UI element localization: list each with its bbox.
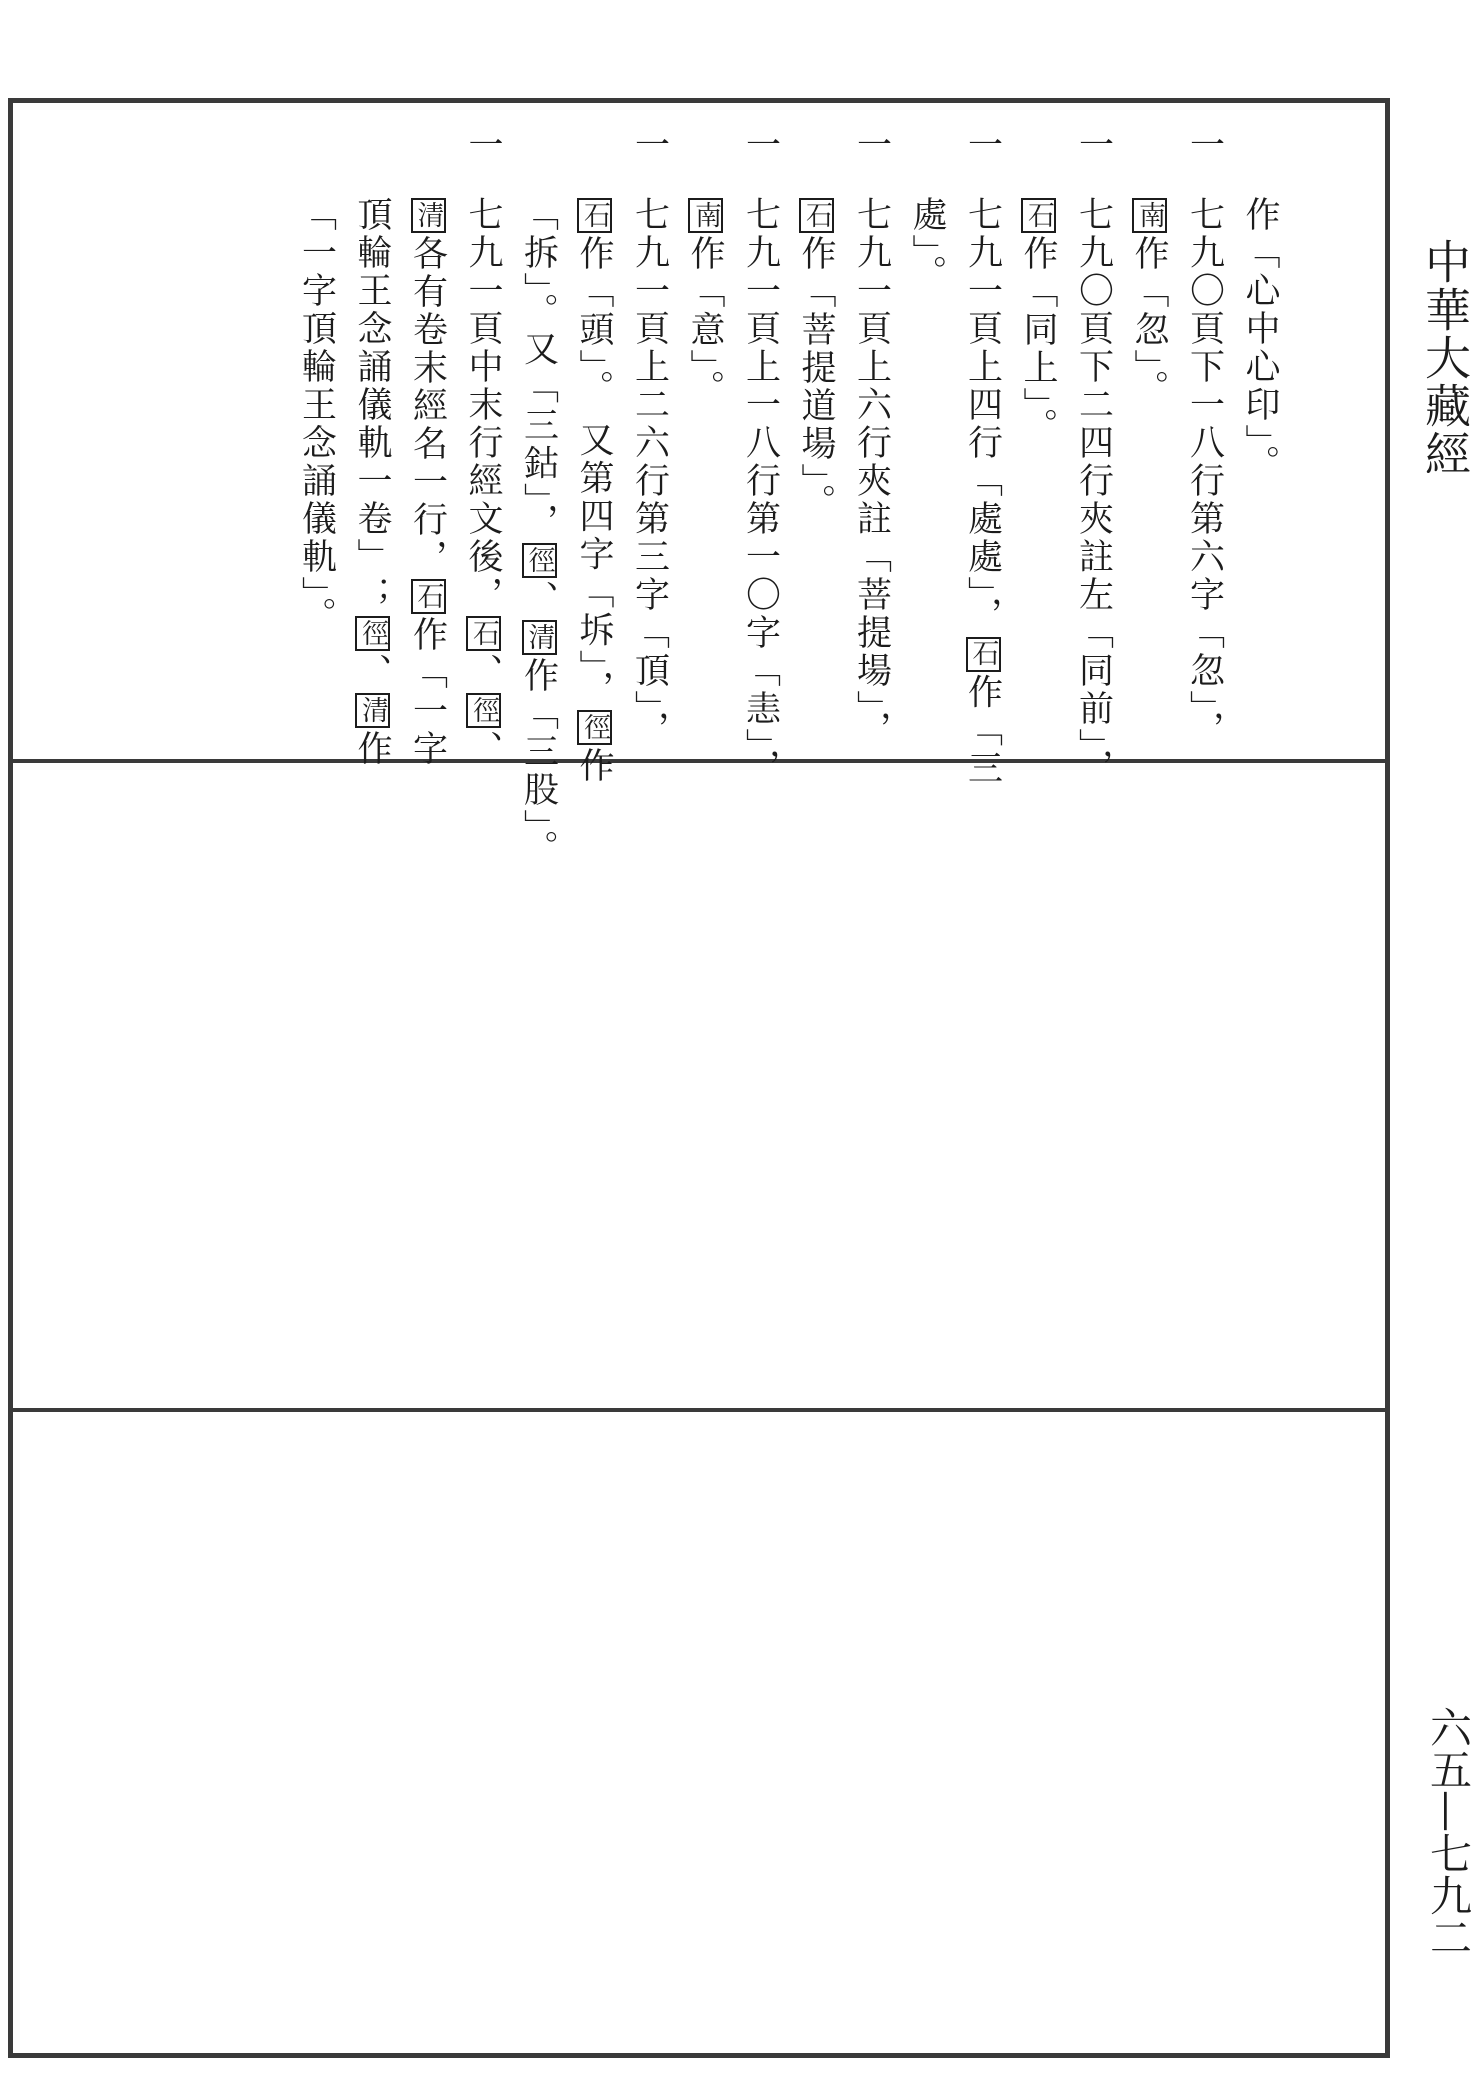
entry-marker: 一 <box>1073 126 1114 161</box>
note-text: 七九一頁中末行經文後， <box>463 196 503 614</box>
note-text: 「拆」。又「三鈷」， <box>518 196 559 541</box>
note-column <box>741 196 781 787</box>
note-text: 「一字頂輪王念誦儀軌」。 <box>296 196 337 635</box>
edition-tag: 石 <box>966 637 1001 672</box>
note-column <box>463 196 503 768</box>
edition-tag: 石 <box>799 198 834 233</box>
note-column <box>574 196 614 785</box>
note-text: 七九一頁上二六行第三字「頂」， <box>629 196 670 749</box>
entry-marker: 一 <box>1184 126 1225 161</box>
entry-marker: 一 <box>851 126 892 161</box>
note-text: 作「同上」。 <box>1018 235 1058 446</box>
note-column <box>963 196 1003 788</box>
note-text: 、 <box>352 653 392 691</box>
note-column <box>1074 196 1114 787</box>
note-text: 、 <box>463 730 503 768</box>
note-text: 作「忽」。 <box>1129 235 1169 408</box>
note-text: 作「三 <box>962 673 1003 788</box>
edition-tag: 石 <box>1021 198 1056 233</box>
edition-tag: 徑 <box>522 543 557 578</box>
note-text: 、 <box>518 580 559 618</box>
note-text: 七九一頁上六行夾註「菩提場」， <box>851 196 892 749</box>
edition-tag: 徑 <box>355 616 390 651</box>
edition-tag: 南 <box>688 198 723 233</box>
note-text: 作「三股」。 <box>518 657 559 868</box>
note-text: 、 <box>463 653 503 691</box>
page-number: 六五—七九二 <box>1424 1706 1473 1958</box>
note-column <box>1240 196 1280 483</box>
edition-tag: 清 <box>355 693 390 728</box>
edition-tag: 石 <box>411 579 446 614</box>
edition-tag: 清 <box>411 198 446 233</box>
note-column <box>685 196 725 408</box>
note-column <box>352 196 392 768</box>
entry-marker: 一 <box>740 126 781 161</box>
note-column <box>1018 196 1058 446</box>
section-divider-top <box>8 759 1390 763</box>
note-column <box>907 196 947 293</box>
entry-marker: 一 <box>463 126 503 161</box>
note-text: 作「頭」。 又第四字「坼」， <box>574 235 614 709</box>
note-column <box>852 196 892 749</box>
note-text: 七九〇頁下二四行夾註左「同前」， <box>1073 196 1114 787</box>
note-text: 作 <box>352 730 392 768</box>
note-text: 處」。 <box>907 196 947 293</box>
edition-tag: 徑 <box>466 693 501 728</box>
book-title: 中華大藏經 <box>1418 238 1472 478</box>
note-text: 各有卷末經名一行， <box>407 235 448 577</box>
note-text: 作「心中心印」。 <box>1240 196 1280 483</box>
edition-tag: 清 <box>522 620 557 655</box>
note-column <box>297 196 337 635</box>
note-text: 作 <box>574 747 614 786</box>
note-text: 七九一頁上一八行第一〇字「恚」， <box>740 196 781 787</box>
note-column <box>1129 196 1169 408</box>
edition-tag: 石 <box>466 616 501 651</box>
edition-tag: 徑 <box>577 710 612 745</box>
note-text: 作「一字 <box>407 616 448 768</box>
note-text: 七九一頁上四行「處處」， <box>962 196 1003 635</box>
note-text: 頂輪王念誦儀軌一卷」； <box>352 196 392 614</box>
note-column <box>796 196 836 522</box>
note-column <box>1185 196 1225 749</box>
note-text: 七九〇頁下一八行第六字「忽」， <box>1184 196 1225 749</box>
edition-tag: 南 <box>1132 198 1167 233</box>
note-column <box>408 196 448 768</box>
note-column <box>519 196 559 868</box>
note-text: 作「菩提道場」。 <box>796 235 836 522</box>
edition-tag: 石 <box>577 198 612 233</box>
section-divider-bottom <box>8 1408 1390 1412</box>
entry-marker: 一 <box>962 126 1003 161</box>
entry-marker: 一 <box>629 126 670 161</box>
note-column <box>630 196 670 749</box>
note-text: 作「意」。 <box>685 235 725 408</box>
